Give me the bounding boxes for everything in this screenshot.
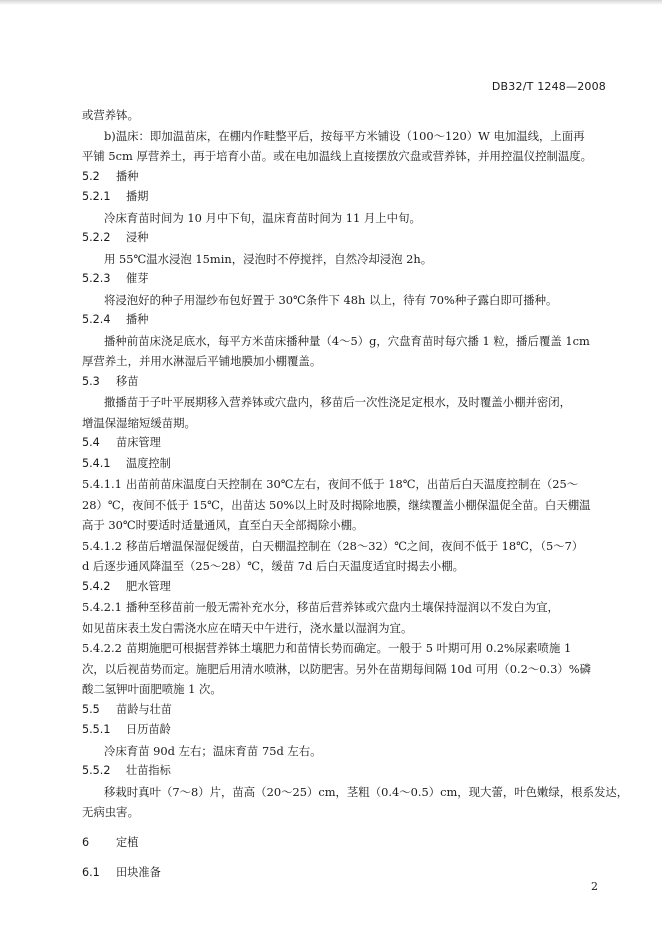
section-heading-6-1 [82, 863, 606, 884]
paragraph-line: 酸二氢钾叶面肥喷施 1 次。 [82, 682, 222, 696]
section-number: 5.5.2 [82, 764, 111, 777]
section-title: 温度控制 [126, 456, 171, 470]
paragraph-line [82, 536, 606, 557]
paragraph-line [82, 474, 606, 495]
section-number: 5.5.1 [82, 723, 111, 736]
section-title: 肥水管理 [126, 579, 171, 593]
standard-code: DB32/T 1248—2008 [491, 80, 606, 93]
paragraph-line: 撒播苗于子叶平展期移入营养钵或穴盘内，移苗后一次性浇足定根水，及时覆盖小棚并密闭， [104, 395, 572, 409]
clause-number: 5.4.2.2 [82, 641, 122, 655]
paragraph-line: 28）℃，夜间不低于 15℃，出苗达 50%以上时及时揭除地膜，继续覆盖小棚保温促全苗。白天棚温 [82, 497, 591, 512]
section-number: 6.1 [82, 866, 100, 879]
section-number: 5.2 [82, 169, 100, 183]
paragraph-line: b)温床：即加温苗床，在棚内作畦整平后，按每平方米铺设（100～120）W 电加温线，上面再 [104, 128, 585, 143]
section-number: 5.2.1 [82, 190, 111, 203]
paragraph-line: 无病虫害。 [82, 805, 139, 819]
page-number: 2 [591, 880, 598, 893]
section-title: 播期 [126, 190, 149, 203]
paragraph-line: 播种前苗床浇足底水，每平方米苗床播种量（4～5）g，穴盘育苗时每穴播 1 粒，播后覆盖 1cm [104, 333, 590, 348]
section-title: 播种 [116, 169, 139, 183]
section-title: 壮苗指标 [126, 764, 171, 777]
section-heading-5-5-2 [82, 761, 606, 782]
clause-text: 播种至移苗前一般无需补充水分，移苗后营养钵或穴盘内土壤保持湿润以不发白为宜， [126, 600, 559, 614]
section-heading-6 [82, 833, 606, 854]
section-number: 5.5 [82, 702, 100, 716]
paragraph-line: 移栽时真叶（7～8）片，苗高（20～25）cm，茎粗（0.4～0.5）cm，现大蕾，叶色嫩绿，根系发达， [104, 784, 629, 799]
section-title: 田块准备 [116, 866, 161, 879]
paragraph-line: 如见苗床表土发白需浇水应在晴天中午进行，浇水量以湿润为宜。 [82, 620, 413, 635]
section-heading-5-2-4 [82, 310, 606, 331]
document-body [82, 105, 629, 884]
section-number: 5.3 [82, 374, 100, 388]
section-title: 定植 [116, 835, 139, 849]
paragraph-line: 冷床育苗 90d 左右；温床育苗 75d 左右。 [104, 743, 322, 758]
paragraph-line: 或营养钵。 [82, 108, 139, 122]
section-heading-5-4 [82, 433, 606, 454]
section-number: 5.2.3 [82, 272, 111, 285]
section-title: 苗床管理 [116, 436, 161, 449]
section-heading-5-2-2 [82, 228, 606, 249]
section-title: 浸种 [126, 231, 149, 244]
paragraph-line: 将浸泡好的种子用湿纱布包好置于 30℃条件下 48h 以上，待有 70%种子露白即可播种。 [104, 292, 558, 307]
paragraph-line: 冷床育苗时间为 10 月中下旬，温床育苗时间为 11 月上中旬。 [104, 210, 421, 225]
section-number: 5.4 [82, 436, 100, 449]
paragraph-line [82, 597, 606, 618]
section-number: 5.2.4 [82, 313, 111, 326]
section-heading-5-5-1 [82, 720, 606, 741]
section-heading-5-2-3 [82, 269, 606, 290]
clause-number: 5.4.1.1 [82, 477, 122, 491]
section-number: 5.4.2 [82, 579, 111, 593]
section-number: 6 [82, 835, 90, 849]
scan-edge [0, 0, 662, 5]
section-number: 5.4.1 [82, 456, 111, 470]
paragraph-line: 用 55℃温水浸泡 15min，浸泡时不停搅拌，自然冷却浸泡 2h。 [104, 251, 433, 266]
paragraph-line: 增温保湿缩短缓苗期。 [82, 415, 196, 430]
paragraph-line: 厚营养土，并用水淋湿后平铺地膜加小棚覆盖。 [82, 354, 322, 368]
paragraph-line [82, 638, 606, 659]
clause-number: 5.4.2.1 [82, 600, 122, 614]
clause-text: 苗期施肥可根据营养钵土壤肥力和苗情长势而确定。一般于 5 叶期可用 0.2%尿素喷施 1 [126, 641, 572, 655]
section-heading-5-2 [82, 167, 606, 188]
paragraph-line: 平铺 5cm 厚营养土，再于培育小苗。或在电加温线上直接摆放穴盘或营养钵，并用控温仪控制温度。 [82, 149, 593, 163]
section-title: 苗龄与壮苗 [116, 702, 172, 716]
section-heading-5-4-2 [82, 577, 606, 598]
section-title: 日历苗龄 [126, 723, 171, 736]
paragraph-line: 次，以后视苗势而定。施肥后用清水喷淋，以防肥害。另外在苗期每间隔 10d 可用（0.2～0.3）%磷 [82, 661, 591, 676]
clause-text: 出苗前苗床温度白天控制在 30℃左右，夜间不低于 18℃，出苗后白天温度控制在（25～ [126, 477, 579, 491]
section-title: 移苗 [116, 374, 139, 388]
section-heading-5-2-1 [82, 187, 606, 208]
section-heading-5-4-1 [82, 454, 606, 475]
section-heading-5-5 [82, 700, 606, 721]
paragraph-line: d 后逐步通风降温至（25～28）℃，缓苗 7d 后白天温度适宜时揭去小棚。 [82, 559, 464, 573]
section-heading-5-3 [82, 372, 606, 393]
section-title: 催芽 [126, 272, 149, 285]
paragraph-line: 高于 30℃时要适时适量通风，直至白天全部揭除小棚。 [82, 518, 364, 532]
clause-text: 移苗后增温保湿促缓苗，白天棚温控制在（28～32）℃之间，夜间不低于 18℃，（5～7） [126, 538, 584, 553]
clause-number: 5.4.1.2 [82, 538, 122, 553]
section-number: 5.2.2 [82, 231, 111, 244]
section-title: 播种 [126, 313, 149, 326]
